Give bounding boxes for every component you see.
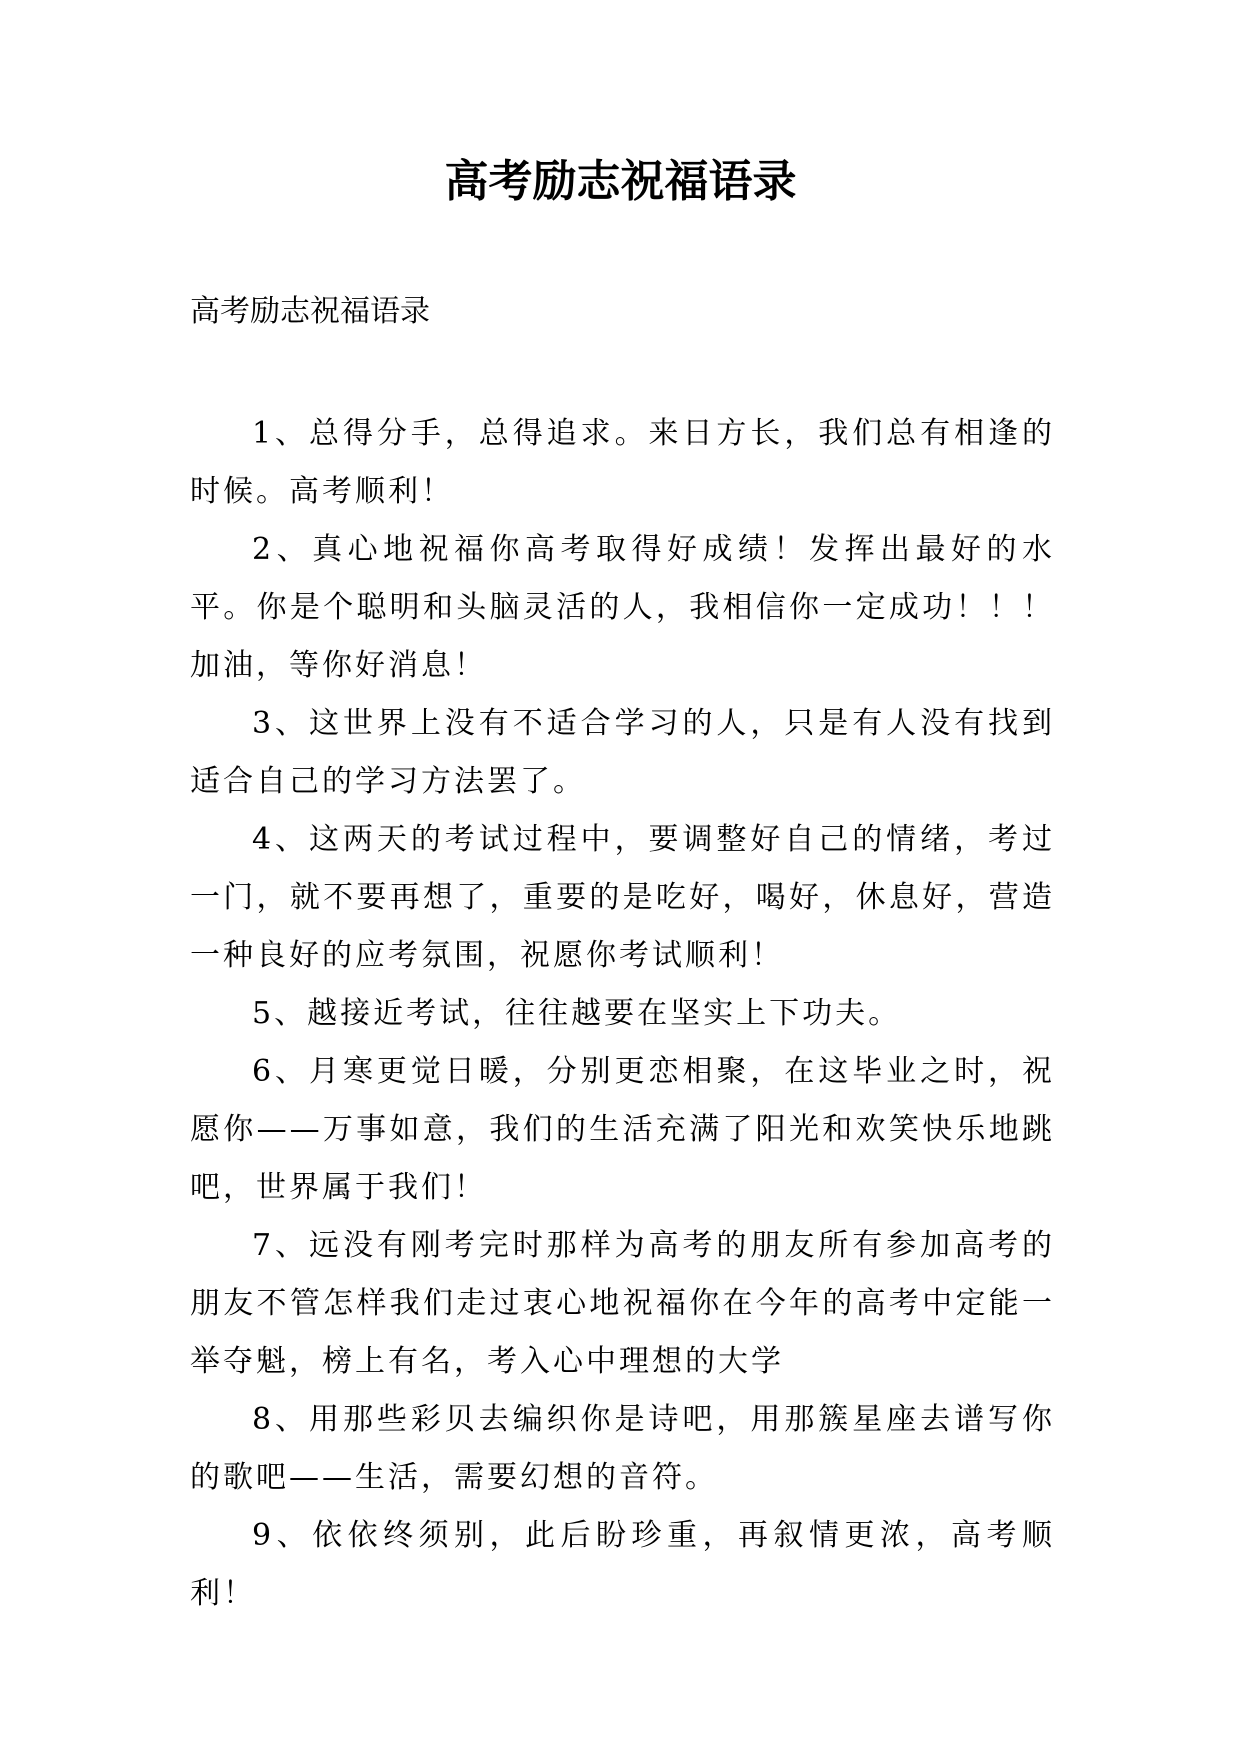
paragraph-9: 9、依依终须别，此后盼珍重，再叙情更浓，高考顺利！ xyxy=(190,1518,1055,1611)
document-title: 高考励志祝福语录 xyxy=(444,156,797,207)
paragraph-7: 7、远没有刚考完时那样为高考的朋友所有参加高考的朋友不管怎样我们走过衷心地祝福你在今年的高考中定能一举夺魁，榜上有名，考入心中理想的大学 xyxy=(190,1228,1055,1379)
paragraph-6: 6、月寒更觉日暖，分别更恋相聚，在这毕业之时，祝愿你——万事如意，我们的生活充满了阳光和欢笑快乐地跳吧，世界属于我们！ xyxy=(190,1054,1055,1205)
paragraph-5: 5、越接近考试，往往越要在坚实上下功夫。 xyxy=(252,996,902,1031)
paragraph-4: 4、这两天的考试过程中，要调整好自己的情绪，考过一门，就不要再想了，重要的是吃好，喝好，休息好，营造一种良好的应考氛围，祝愿你考试顺利！ xyxy=(190,822,1055,973)
paragraph-8: 8、用那些彩贝去编织你是诗吧，用那簇星座去谱写你的歌吧——生活，需要幻想的音符。 xyxy=(190,1402,1055,1495)
paragraph-2: 2、真心地祝福你高考取得好成绩！发挥出最好的水平。你是个聪明和头脑灵活的人，我相信你一定成功！！！加油，等你好消息！ xyxy=(190,532,1055,683)
paragraph-3: 3、这世界上没有不适合学习的人，只是有人没有找到适合自己的学习方法罢了。 xyxy=(190,706,1055,799)
document-body xyxy=(190,405,1055,1623)
paragraph-1: 1、总得分手，总得追求。来日方长，我们总有相逢的时候。高考顺利！ xyxy=(190,416,1055,509)
document-subtitle: 高考励志祝福语录 xyxy=(190,294,430,329)
